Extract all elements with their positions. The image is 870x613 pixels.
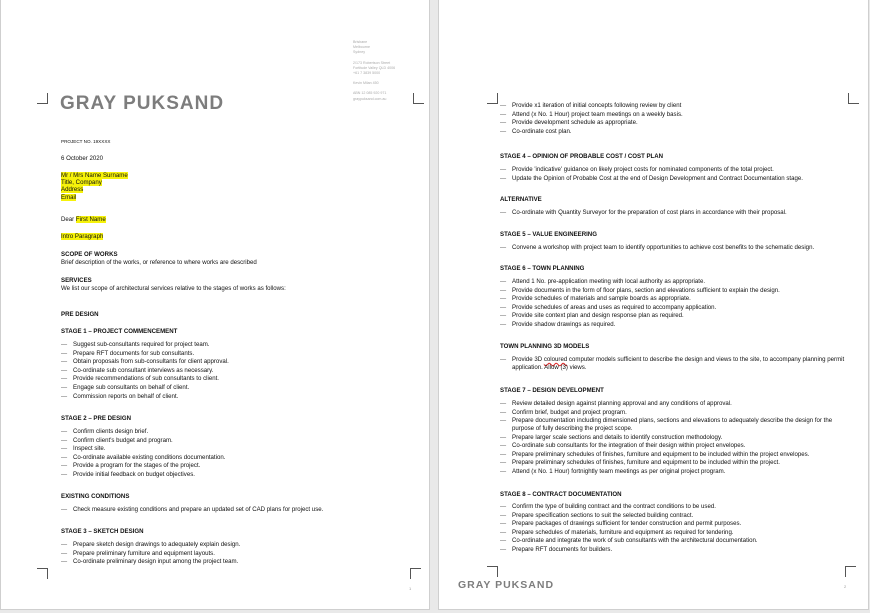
- salutation-line: [61, 216, 106, 223]
- list-item: — Attend (x No. 1 Hour) project team meetings on a weekly basis.: [500, 111, 683, 120]
- address-line: Fortitude Valley QLD 4006: [353, 65, 396, 70]
- stage5-list: [500, 244, 814, 253]
- recipient-address: Address: [61, 186, 84, 194]
- crop-mark: [487, 566, 498, 577]
- scope-heading: SCOPE OF WORKS: [61, 251, 118, 258]
- list-item: — Provide schedules of areas and uses as required to accompany application.: [500, 304, 780, 313]
- stage7-heading: STAGE 7 – DESIGN DEVELOPMENT: [500, 387, 604, 394]
- crop-mark: [410, 568, 421, 579]
- stage7-list: [500, 400, 852, 477]
- stage3-continued-list: [500, 102, 683, 136]
- list-item: — Attend 1 No. pre-application meeting with local authority as appropriate.: [500, 278, 780, 287]
- document-page-2: [439, 0, 868, 609]
- existing-conditions-heading: EXISTING CONDITIONS: [61, 493, 130, 500]
- crop-mark: [37, 93, 48, 104]
- list-item: — Prepare documentation including dimensioned plans, sections and elevations to adequately describe the design for the purpose of fully describing the project scope.: [500, 417, 852, 433]
- letter-date: 6 October 2020: [61, 155, 104, 162]
- list-item: — Provide development schedule as appropriate.: [500, 119, 683, 128]
- list-item: — Provide recommendations of sub consultants to client.: [61, 375, 229, 384]
- list-item: — Co-ordinate and integrate the work of sub consultants with the architectural documentation.: [500, 537, 758, 546]
- alternative-heading: ALTERNATIVE: [500, 196, 542, 203]
- address-line: Brisbane: [353, 40, 368, 44]
- office-address-block: [353, 40, 395, 102]
- stage2-heading: STAGE 2 – PRE DESIGN: [61, 415, 131, 422]
- list-item: — Prepare schedules of materials, furniture and equipment as required for tendering.: [500, 529, 758, 538]
- list-item: — Update the Opinion of Probable Cost at the end of Design Development and Contract Documentation stage.: [500, 175, 803, 184]
- text-fragment: Provide 3D: [512, 356, 544, 363]
- crop-mark: [37, 568, 48, 579]
- list-item: — Review detailed design against planning approval and any conditions of approval.: [500, 400, 852, 409]
- pre-design-heading: PRE DESIGN: [61, 311, 99, 318]
- address-line: graypuksand.com.au: [353, 96, 387, 101]
- list-item: — Prepare RFT documents for sub consultants.: [61, 350, 229, 359]
- list-item: — Prepare specification sections to suit the selected building contract.: [500, 512, 758, 521]
- crop-mark: [845, 566, 856, 577]
- list-item: — Inspect site.: [61, 445, 225, 454]
- address-line: +61 7 3839 5000: [353, 71, 381, 76]
- list-item: — Provide initial feedback on budget objectives.: [61, 471, 225, 480]
- scope-text: Brief description of the works, or reference to where works are described: [61, 259, 257, 266]
- address-line: ABN 12 085 920 971: [353, 91, 387, 96]
- list-item: — Prepare larger scale sections and details to identify construction methodology.: [500, 434, 852, 443]
- recipient-block: [61, 172, 128, 201]
- list-item: — Co-ordinate cost plan.: [500, 128, 683, 137]
- spelling-flagged-word: coloured: [543, 356, 568, 363]
- list-item: — Commission reports on behalf of client.: [61, 393, 229, 402]
- list-item: — Convene a workshop with project team to identify opportunities to achieve cost benefits to the schematic design.: [500, 244, 814, 253]
- list-item: — Co-ordinate available existing conditions documentation.: [61, 454, 225, 463]
- text-fragment: computer models sufficient to describe the design and views to the site, to accompany planning permit application. Allow (3) views.: [512, 356, 845, 372]
- stage8-heading: STAGE 8 – CONTRACT DOCUMENTATION: [500, 491, 622, 498]
- crop-mark: [848, 93, 859, 104]
- recipient-name: Mr / Mrs Name Surname: [61, 172, 128, 179]
- list-item: — Obtain proposals from sub-consultants for client approval.: [61, 358, 229, 367]
- services-text: We list our scope of architectural services relative to the stages of works as follows:: [61, 285, 286, 292]
- list-item: — Engage sub consultants on behalf of client.: [61, 384, 229, 393]
- intro-line: [61, 233, 103, 240]
- document-page-1: [1, 0, 429, 609]
- address-line: Kevin Milan 450: [353, 81, 379, 86]
- first-name-placeholder: First Name: [75, 216, 106, 223]
- list-item: — Co-ordinate sub consultant interviews as necessary.: [61, 367, 229, 376]
- stage8-list: [500, 503, 758, 555]
- recipient-title: Title, Company: [61, 179, 102, 187]
- stage5-heading: STAGE 5 – VALUE ENGINEERING: [500, 231, 597, 238]
- stage6-list: [500, 278, 780, 330]
- list-item: — Check measure existing conditions and prepare an updated set of CAD plans for project use.: [61, 506, 323, 515]
- salutation: Dear: [61, 216, 75, 223]
- crop-mark: [413, 93, 424, 104]
- page-number: 1: [409, 586, 412, 591]
- list-item: — Provide documents in the form of floor plans, section and elevations sufficient to explain the design.: [500, 287, 780, 296]
- address-line: Melbourne: [353, 45, 370, 50]
- existing-conditions-list: [61, 506, 323, 515]
- recipient-email: Email: [61, 193, 77, 201]
- list-item: — Prepare sketch design drawings to adequately explain design.: [61, 541, 240, 550]
- list-item: — Prepare preliminary schedules of finishes, furniture and equipment to be included within the project envelopes.: [500, 451, 852, 460]
- stage3-list: [61, 541, 240, 567]
- stage4-list: [500, 166, 803, 183]
- list-item: — Provide site context plan and design response plan as required.: [500, 312, 780, 321]
- services-heading: SERVICES: [61, 277, 92, 284]
- list-item: — Provide x1 iteration of initial concepts following review by client: [500, 102, 683, 111]
- company-logo: GRAY PUKSAND: [60, 93, 225, 114]
- stage2-list: [61, 428, 225, 480]
- list-item: — Attend (x No. 1 Hour) fortnightly team meetings as per original project program.: [500, 468, 852, 477]
- stage3-heading: STAGE 3 – SKETCH DESIGN: [61, 528, 144, 535]
- list-item: — Provide 'indicative' guidance on likely project costs for nominated components of the total project.: [500, 166, 803, 175]
- list-item: — Co-ordinate preliminary design input among the project team.: [61, 558, 240, 567]
- stage1-heading: STAGE 1 – PROJECT COMMENCEMENT: [61, 328, 178, 335]
- stage1-list: [61, 341, 229, 401]
- list-item: — Provide shadow drawings as required.: [500, 321, 780, 330]
- page-number: 2: [844, 584, 847, 589]
- list-item: — Provide a program for the stages of the project.: [61, 462, 225, 471]
- list-item: — Prepare preliminary schedules of finishes, furniture and equipment to be included within the project.: [500, 459, 852, 468]
- town-planning-3d-heading: TOWN PLANNING 3D MODELS: [500, 343, 590, 350]
- list-item: — Confirm brief, budget and project program.: [500, 409, 852, 418]
- address-line: 2/173 Robertson Street: [353, 60, 391, 65]
- list-item: [500, 356, 852, 372]
- list-item: — Provide schedules of materials and sample boards as appropriate.: [500, 295, 780, 304]
- project-number: PROJECT NO. 19XXXX: [61, 139, 111, 144]
- stage6-heading: STAGE 6 – TOWN PLANNING: [500, 265, 585, 272]
- list-item: — Suggest sub-consultants required for project team.: [61, 341, 229, 350]
- list-item: — Confirm client's budget and program.: [61, 437, 225, 446]
- intro-paragraph: Intro Paragraph: [61, 233, 104, 240]
- crop-mark: [487, 93, 498, 104]
- list-item: — Co-ordinate with Quantity Surveyor for the preparation of cost plans in accordance with their proposal.: [500, 209, 787, 218]
- footer-logo: GRAY PUKSAND: [458, 579, 555, 591]
- list-item: — Co-ordinate sub consultants for the integration of their design within project envelopes.: [500, 442, 852, 451]
- list-item: — Confirm clients design brief.: [61, 428, 225, 437]
- town-planning-3d-list: [500, 356, 852, 372]
- alternative-list: [500, 209, 787, 218]
- list-item: — Prepare preliminary furniture and equipment layouts.: [61, 550, 240, 559]
- stage4-heading: STAGE 4 – OPINION OF PROBABLE COST / COST PLAN: [500, 153, 664, 160]
- list-item: — Prepare packages of drawings sufficient for tender construction and permit purposes.: [500, 520, 758, 529]
- address-line: Sydney: [353, 50, 365, 55]
- list-item: — Prepare RFT documents for builders.: [500, 546, 758, 555]
- list-item: — Confirm the type of building contract and the contract conditions to be used.: [500, 503, 758, 512]
